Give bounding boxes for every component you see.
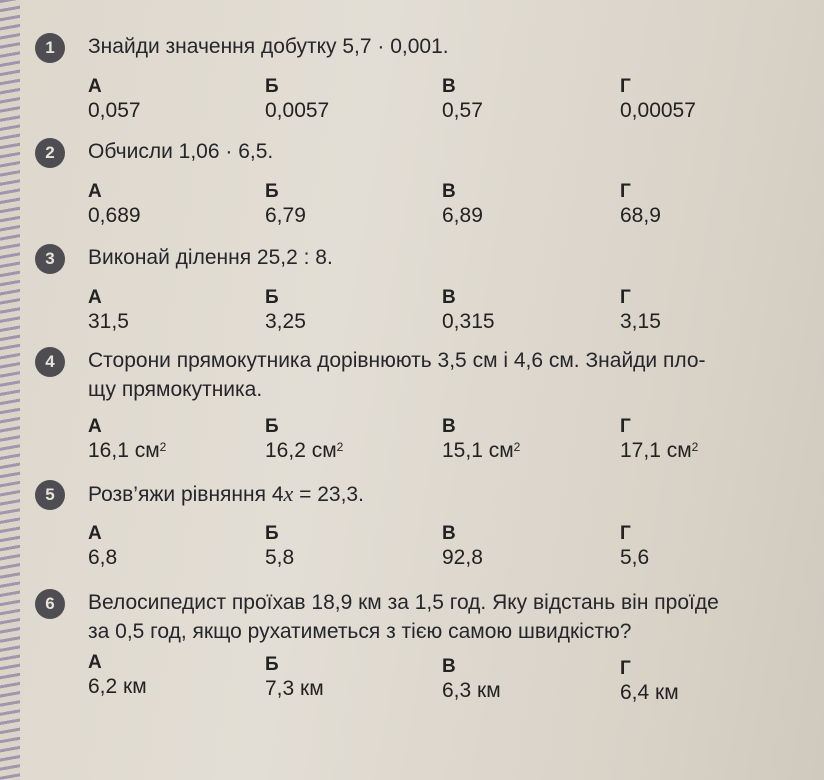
option-c [442, 656, 501, 704]
option-letter: Г [620, 658, 631, 679]
option-value: 92,8 [442, 546, 483, 569]
option-value: 6,8 [88, 546, 118, 569]
question-line-1: Велосипедист проїхав 18,9 км за 1,5 год. Яку відстань він проїде [88, 591, 719, 614]
option-letter: А [88, 76, 102, 97]
option-letter: А [88, 181, 102, 202]
option-letter: А [88, 523, 102, 544]
option-letter: В [442, 287, 456, 308]
option-value: 6,3 км [442, 679, 501, 702]
task-number-badge: 4 [35, 347, 65, 377]
option-value: 17,1 [620, 439, 661, 462]
unit: см [666, 439, 692, 462]
task-question [88, 588, 798, 646]
option-letter: В [442, 656, 456, 677]
option-c [442, 416, 520, 464]
question-variable: x [283, 481, 294, 506]
option-b [265, 654, 324, 702]
task-question [88, 479, 798, 509]
task-question: Обчисли 1,06 · 6,5. [88, 140, 274, 163]
option-a [88, 416, 166, 464]
option-letter: В [442, 523, 456, 544]
option-letter: Б [265, 287, 279, 308]
option-b [265, 76, 329, 124]
task-question: Виконай ділення 25,2 : 8. [88, 246, 333, 269]
option-letter: Г [620, 416, 631, 437]
option-value: 0,00057 [620, 99, 696, 122]
exponent: 2 [159, 440, 167, 454]
option-a [88, 523, 117, 571]
option-value: 6,89 [442, 204, 483, 227]
option-letter: В [442, 416, 456, 437]
option-value: 0,057 [88, 99, 141, 122]
option-c [442, 523, 483, 571]
option-letter: А [88, 287, 102, 308]
question-line-1: Сторони прямокутника дорівнюють 3,5 см і 4,6 см. Знайди пло- [88, 349, 706, 372]
exponent: 2 [513, 440, 521, 454]
option-c [442, 181, 483, 229]
option-d [620, 523, 649, 571]
option-value: 0,689 [88, 204, 141, 227]
question-suffix: = 23,3. [293, 483, 364, 506]
option-value: 0,0057 [265, 99, 330, 122]
task-number-badge: 1 [35, 33, 65, 63]
option-value: 0,57 [442, 99, 483, 122]
option-letter: В [442, 76, 456, 97]
option-c [442, 287, 495, 335]
option-value: 3,15 [620, 310, 661, 333]
option-letter: Б [265, 416, 279, 437]
option-d [620, 76, 696, 124]
option-value: 31,5 [88, 310, 129, 333]
option-value: 16,1 [88, 439, 129, 462]
task-number-badge: 2 [35, 138, 65, 168]
option-letter: А [88, 652, 102, 673]
question-prefix: Розв’яжи рівняння 4 [88, 483, 284, 506]
task-number-badge: 3 [35, 244, 65, 274]
option-letter: Б [265, 654, 279, 675]
option-b [265, 181, 306, 229]
option-b [265, 416, 343, 464]
page-edge-decoration [0, 0, 20, 780]
option-b [265, 287, 306, 335]
option-value: 68,9 [620, 204, 661, 227]
option-a [88, 287, 129, 335]
option-d [620, 287, 661, 335]
unit: см [134, 439, 160, 462]
option-value: 3,25 [265, 310, 306, 333]
option-a [88, 76, 141, 124]
option-value: 16,2 [265, 439, 306, 462]
option-value: 6,2 км [88, 675, 147, 698]
option-d [620, 416, 698, 464]
option-b [265, 523, 294, 571]
option-letter: Г [620, 523, 631, 544]
option-letter: В [442, 181, 456, 202]
question-line-2: за 0,5 год, якщо рухатиметься з тією самою швидкістю? [88, 620, 632, 643]
option-a [88, 181, 141, 229]
option-letter: Б [265, 76, 279, 97]
option-letter: Г [620, 181, 631, 202]
question-line-2: щу прямокутника. [88, 378, 263, 401]
task-number-badge: 5 [35, 480, 65, 510]
option-value: 6,4 км [620, 681, 679, 704]
option-value: 0,315 [442, 310, 495, 333]
option-a [88, 652, 147, 700]
option-value: 5,8 [265, 546, 295, 569]
task-number-badge: 6 [35, 589, 65, 619]
option-c [442, 76, 483, 124]
unit: см [488, 439, 514, 462]
option-letter: Б [265, 181, 279, 202]
task-question: Знайди значення добутку 5,7 · 0,001. [88, 35, 449, 58]
option-letter: Г [620, 287, 631, 308]
option-d [620, 181, 661, 229]
option-letter: Б [265, 523, 279, 544]
option-value: 5,6 [620, 546, 650, 569]
exponent: 2 [336, 440, 344, 454]
option-d [620, 658, 679, 706]
option-letter: А [88, 416, 102, 437]
unit: см [311, 439, 337, 462]
option-value: 7,3 км [265, 677, 324, 700]
exponent: 2 [691, 440, 699, 454]
option-value: 15,1 [442, 439, 483, 462]
task-question [88, 346, 798, 404]
option-value: 6,79 [265, 204, 306, 227]
option-letter: Г [620, 76, 631, 97]
